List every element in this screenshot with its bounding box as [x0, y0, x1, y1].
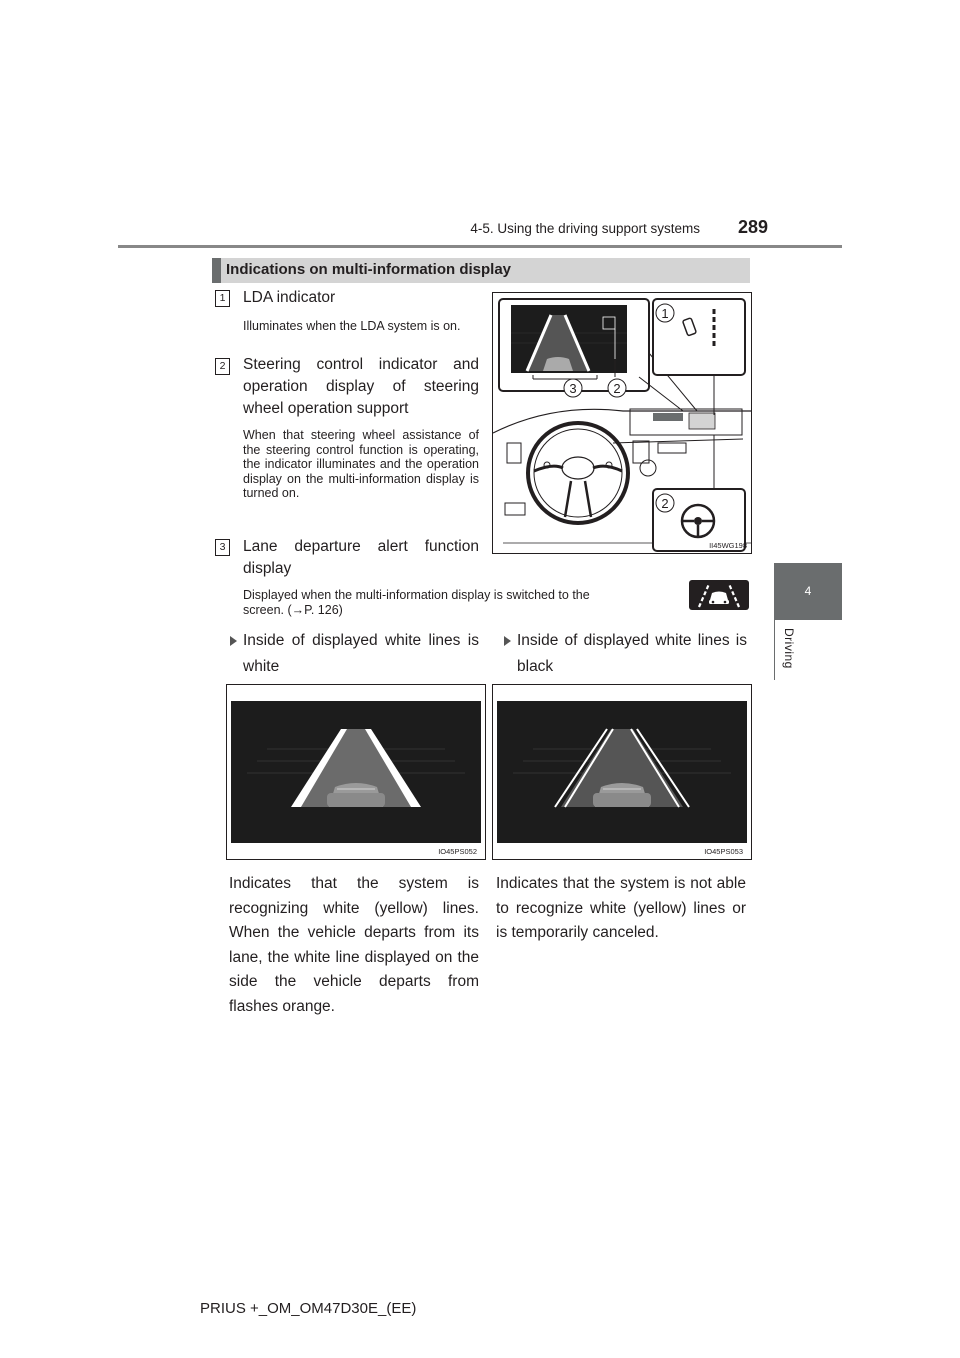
item-title-steering-control: Steering control indicator and operation display of steering wheel operation support [243, 356, 479, 417]
item-number-1: 1 [215, 290, 230, 307]
callout-3: 3 [569, 381, 577, 396]
callout-2-bottom: 2 [661, 496, 669, 511]
item-desc-lane-departure: Displayed when the multi-information display is switched to the [243, 588, 590, 602]
variant-title-white: Inside of displayed white lines is white [243, 632, 479, 675]
figure-code-main: II45WG198 [709, 541, 747, 550]
callout-2-top: 2 [613, 381, 621, 396]
figure-code-black: IO45PS053 [704, 847, 743, 856]
item-desc-lane-departure-ref: screen. (→P. 126) [243, 603, 343, 617]
page-number: 289 [738, 217, 769, 237]
lane-display-white-figure [226, 684, 486, 860]
item-desc-steering-control: When that steering wheel assistance of the steering control function is operating, the indicator illuminates and the operation display on the multi-information display is turned on. [243, 428, 479, 500]
figure-code-white: IO45PS052 [438, 847, 477, 856]
arrow-bullet-icon [230, 636, 237, 646]
header-rule [118, 245, 842, 248]
footer-doc-id: PRIUS +_OM_OM47D30E_(EE) [200, 1300, 417, 1317]
lane-display-icon [689, 580, 749, 610]
steering-wheel-icon [528, 423, 628, 523]
callout-1: 1 [661, 306, 669, 321]
variant-desc-black: Indicates that the system is not able to recognize white (yellow) lines or is temporarily canceled. [496, 875, 746, 942]
item-desc-lda-indicator: Illuminates when the LDA system is on. [243, 319, 461, 333]
variant-title-black: Inside of displayed white lines is black [517, 632, 747, 675]
header-section-title: 4-5. Using the driving support systems [470, 221, 700, 236]
chapter-tab-line [774, 620, 775, 680]
lane-display-black-figure [492, 684, 752, 860]
item-title-lane-departure: Lane departure alert function display [243, 538, 479, 577]
item-number-2: 2 [215, 358, 230, 375]
section-title: Indications on multi-information display [226, 261, 512, 278]
item-number-3: 3 [215, 539, 230, 556]
chapter-tab[interactable]: 4 [774, 563, 842, 620]
item-title-lda-indicator: LDA indicator [243, 289, 336, 306]
section-bar-accent [212, 258, 221, 283]
arrow-bullet-icon [504, 636, 511, 646]
dashboard-figure [492, 292, 752, 554]
variant-desc-white: Indicates that the system is recognizing white (yellow) lines. When the vehicle departs from its lane, the white line displayed on the side the vehicle departs from flashes orange. [229, 875, 479, 1015]
chapter-label: Driving [782, 628, 796, 669]
